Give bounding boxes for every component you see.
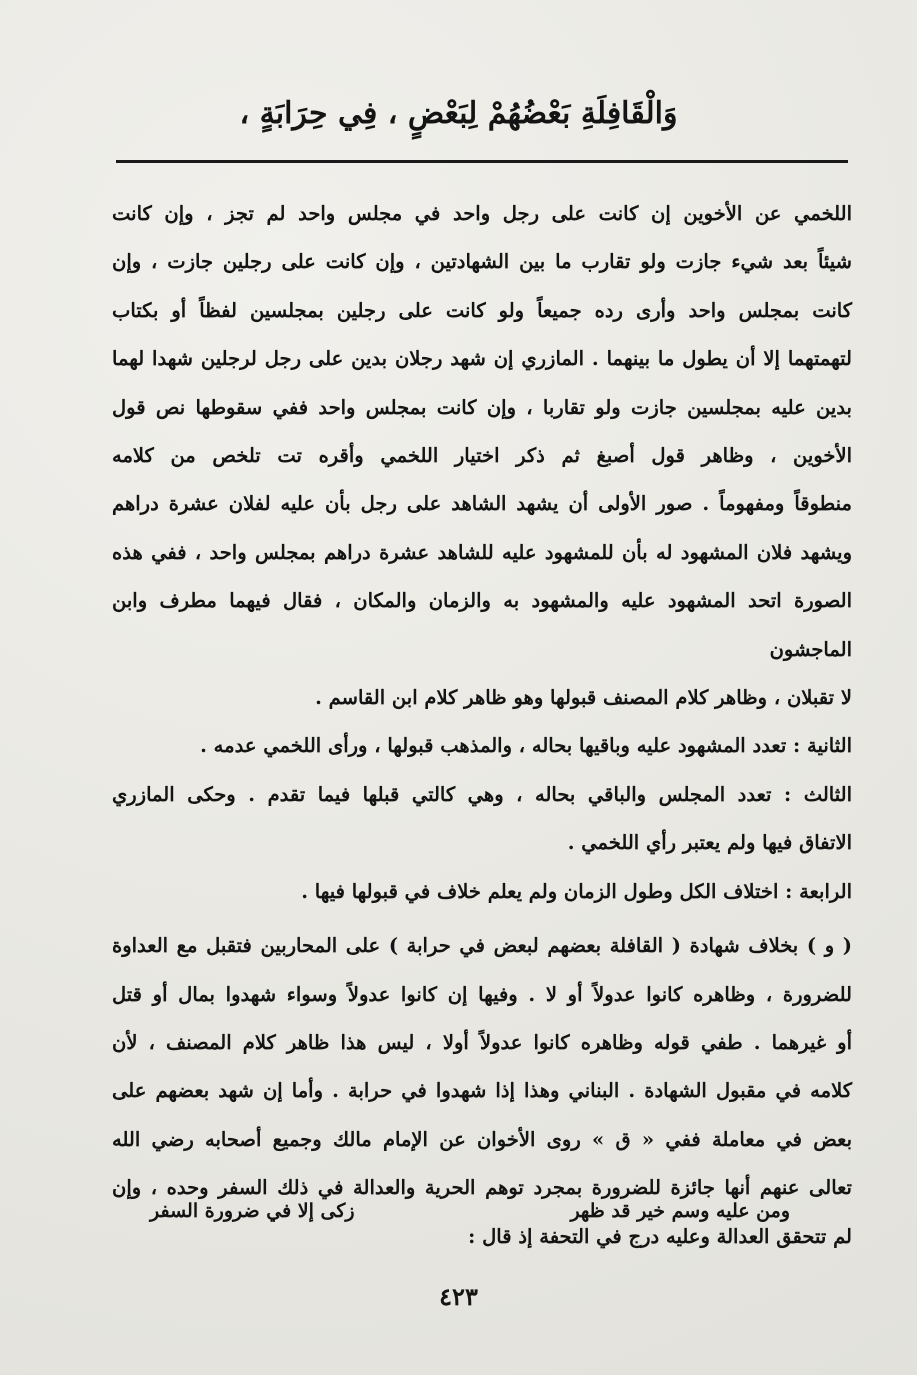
text-line: الأخوين ، وظاهر قول أصبغ ثم ذكر اختيار اللخمي وأقره تت تلخص من كلامه <box>112 444 852 468</box>
verse-first-hemistich: ومن عليه وسم خير قد ظهر <box>570 1200 790 1222</box>
paragraph <box>112 868 852 916</box>
text-line: كلامه في مقبول الشهادة . البناني وهذا إذا شهدوا في حرابة . وأما إن شهد بعضهم على <box>112 1079 852 1103</box>
text-line: اللخمي عن الأخوين إن كانت على رجل واحد في مجلس واحد لم تجز ، وإن كانت <box>112 202 852 225</box>
page-number: ٤٢٣ <box>439 1282 478 1311</box>
text-line: لتهمتهما إلا أن يطول ما بينهما . المازري إن شهد رجلان بدين على رجل لرجلين شهدا لهما <box>112 347 852 371</box>
verse-second-hemistich: زكى إلا في ضرورة السفر <box>150 1200 355 1222</box>
text-line: للضرورة ، وظاهره كانوا عدولاً أو لا . وفيها إن كانوا عدولاً وسواء شهدوا بمال أو قتل <box>112 982 852 1006</box>
text-line: الصورة اتحد المشهود عليه والمشهود به والزمان والمكان ، فقال فيهما مطرف وابن الماجشون <box>112 589 852 661</box>
page-header: وَالْقَافِلَةِ بَعْضُهُمْ لِبَعْضٍ ، فِي حِرَابَةٍ ، <box>239 96 678 131</box>
text-line: الاتفاق فيها ولم يعتبر رأي اللخمي . <box>567 831 852 855</box>
text-line: أو غيرهما . طفي قوله وظاهره كانوا عدولاً أولا ، ليس هذا ظاهر كلام المصنف ، لأن <box>112 1030 852 1054</box>
text-line: تعالى عنهم أنها جائزة للضرورة بمجرد توهم الحرية والعدالة في ذلك السفر وحده ، وإن <box>112 1176 852 1200</box>
poetry-verse <box>150 1200 790 1222</box>
text-line: الرابعة : اختلاف الكل وطول الزمان ولم يعلم خلاف في قبولها فيها . <box>301 879 852 903</box>
text-line: شيئاً بعد شيء جازت ولو تقارب ما بين الشهادتين ، وإن كانت على رجلين جازت ، وإن <box>112 250 852 274</box>
text-line: ويشهد فلان المشهود له بأن للمشهود عليه للشاهد عشرة دراهم بمجلس واحد ، ففي هذه <box>112 540 852 564</box>
text-line: الثالث : تعدد المجلس والباقي بحاله ، وهي كالتي قبلها فيما تقدم . وحكى المازري <box>112 782 852 806</box>
text-line: كانت بمجلس واحد وأرى رده جميعاً ولو كانت على رجلين بمجلسين لفظاً أو بكتاب <box>112 298 852 322</box>
text-line: الثانية : تعدد المشهود عليه وباقيها بحاله ، والمذهب قبولها ، ورأى اللخمي عدمه . <box>200 734 852 758</box>
header-rule <box>116 160 848 163</box>
body-text <box>112 190 852 1261</box>
text-line: لم تتحقق العدالة وعليه درج في التحفة إذ قال : <box>468 1224 852 1248</box>
paragraph <box>112 771 852 868</box>
text-line: بدين عليه بمجلسين جازت ولو تقاربا ، وإن كانت بمجلس واحد ففي سقوطها نص قول <box>112 395 852 419</box>
text-line: بعض في معاملة ففي « ق » روى الأخوان عن الإمام مالك وجميع أصحابه رضي الله <box>112 1127 852 1151</box>
text-line: منطوقاً ومفهوماً . صور الأولى أن يشهد الشاهد على رجل بأن عليه لفلان عشرة دراهم <box>112 492 852 516</box>
paragraph <box>112 722 852 770</box>
paragraph <box>112 190 852 722</box>
text-line: لا تقبلان ، وظاهر كلام المصنف قبولها وهو ظاهر كلام ابن القاسم . <box>315 686 852 710</box>
text-line: ( و ) بخلاف شهادة ( القافلة بعضهم لبعض في حرابة ) على المحاربين فتقبل مع العداوة <box>112 934 852 958</box>
